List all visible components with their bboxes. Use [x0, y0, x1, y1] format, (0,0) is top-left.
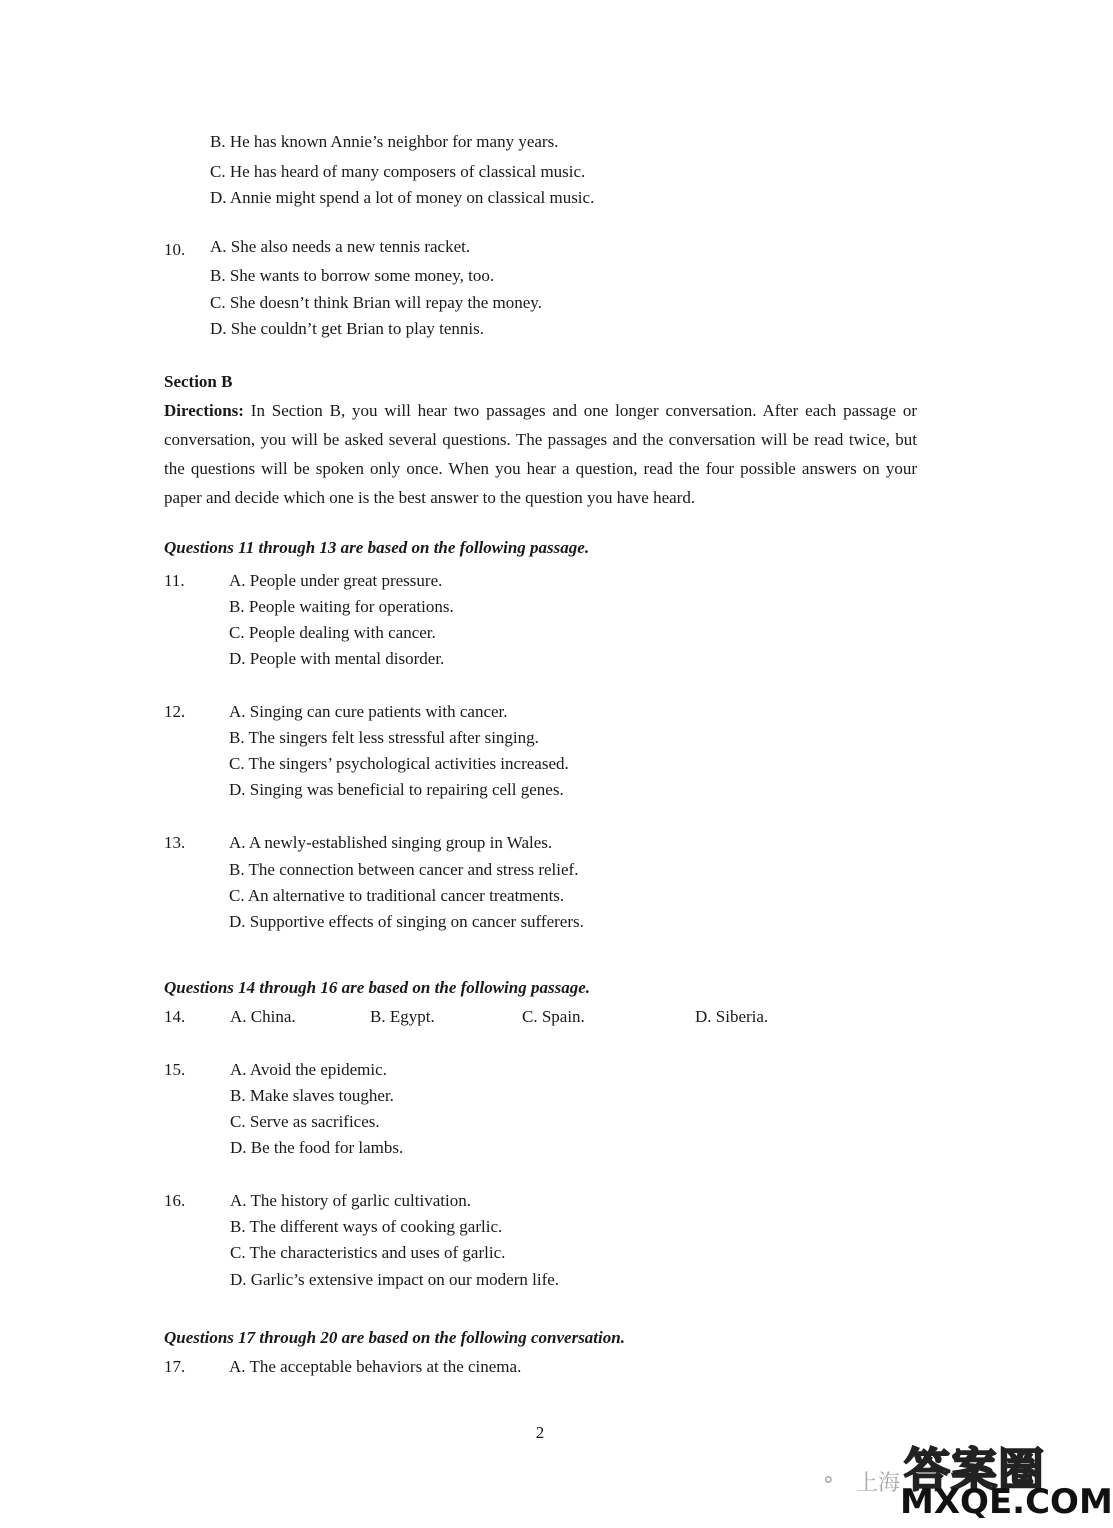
section-b-title: Section B: [164, 372, 233, 391]
q13-option-c: C. An alternative to traditional cancer treatments.: [229, 886, 565, 905]
q14-option-b: B. Egypt.: [370, 1007, 435, 1026]
q11-option-c: C. People dealing with cancer.: [229, 623, 436, 642]
q13-number: 13.: [164, 833, 186, 852]
directions-text: In Section B, you will hear two passages and one longer conversation. After each passage or conversation, you will be asked several questions. The passages and the conversation will be read twice, but the questions will be spoken only once. When you hear a question, read the four possible answers on your paper and decide which one is the best answer to the question you have heard.: [164, 401, 917, 507]
watermark-chat-text: 上海: [856, 1471, 901, 1496]
q13-option-a: A. A newly-established singing group in Wales.: [229, 833, 553, 852]
q11-number: 11.: [164, 571, 185, 590]
q12-option-c: C. The singers’ psychological activities increased.: [229, 754, 569, 773]
q16-number: 16.: [164, 1191, 186, 1210]
q9-option-c: C. He has heard of many composers of classical music.: [210, 162, 586, 181]
watermark-site: MXQE.COM: [900, 1482, 1113, 1522]
q14-option-d: D. Siberia.: [695, 1007, 769, 1026]
q10-option-a: A. She also needs a new tennis racket.: [210, 237, 471, 256]
q12-option-b: B. The singers felt less stressful after singing.: [229, 728, 539, 747]
q15-option-a: A. Avoid the epidemic.: [230, 1060, 387, 1079]
q11-option-b: B. People waiting for operations.: [229, 597, 454, 616]
q11-option-a: A. People under great pressure.: [229, 571, 443, 590]
q15-option-d: D. Be the food for lambs.: [230, 1138, 404, 1157]
directions-label: Directions:: [164, 401, 244, 420]
q15-number: 15.: [164, 1060, 186, 1079]
q9-option-b: B. He has known Annie’s neighbor for many years.: [210, 132, 559, 151]
q10-number: 10.: [164, 240, 186, 259]
watermark: [808, 1430, 1113, 1524]
q12-number: 12.: [164, 702, 186, 721]
q15-option-c: C. Serve as sacrifices.: [230, 1112, 380, 1131]
group2-heading: Questions 14 through 16 are based on the following passage.: [164, 978, 591, 997]
q13-option-d: D. Supportive effects of singing on cancer sufferers.: [229, 912, 584, 931]
q16-option-c: C. The characteristics and uses of garlic.: [230, 1243, 506, 1262]
q16-option-b: B. The different ways of cooking garlic.: [230, 1217, 503, 1236]
group3-heading: Questions 17 through 20 are based on the following conversation.: [164, 1328, 625, 1347]
q12-option-a: A. Singing can cure patients with cancer.: [229, 702, 508, 721]
q15-option-b: B. Make slaves tougher.: [230, 1086, 394, 1105]
watermark-logo: 答案圈: [904, 1443, 1045, 1497]
q10-option-d: D. She couldn’t get Brian to play tennis.: [210, 319, 485, 338]
q10-option-c: C. She doesn’t think Brian will repay the money.: [210, 293, 542, 312]
q13-option-b: B. The connection between cancer and stress relief.: [229, 860, 579, 879]
q17-number: 17.: [164, 1357, 186, 1376]
q17-option-a: A. The acceptable behaviors at the cinema.: [229, 1357, 522, 1376]
page-number: 2: [535, 1423, 545, 1442]
group1-heading: Questions 11 through 13 are based on the following passage.: [164, 538, 590, 557]
q10-option-b: B. She wants to borrow some money, too.: [210, 266, 495, 285]
q14-option-c: C. Spain.: [522, 1007, 585, 1026]
q16-option-a: A. The history of garlic cultivation.: [230, 1191, 471, 1210]
wechat-icon: ⚬: [820, 1470, 837, 1492]
q11-option-d: D. People with mental disorder.: [229, 649, 445, 668]
q16-option-d: D. Garlic’s extensive impact on our modern life.: [230, 1270, 560, 1289]
q12-option-d: D. Singing was beneficial to repairing cell genes.: [229, 780, 564, 799]
q9-option-d: D. Annie might spend a lot of money on classical music.: [210, 188, 595, 207]
q14-option-a: A. China.: [230, 1007, 296, 1026]
q14-number: 14.: [164, 1007, 186, 1026]
section-b-directions: [164, 396, 917, 512]
